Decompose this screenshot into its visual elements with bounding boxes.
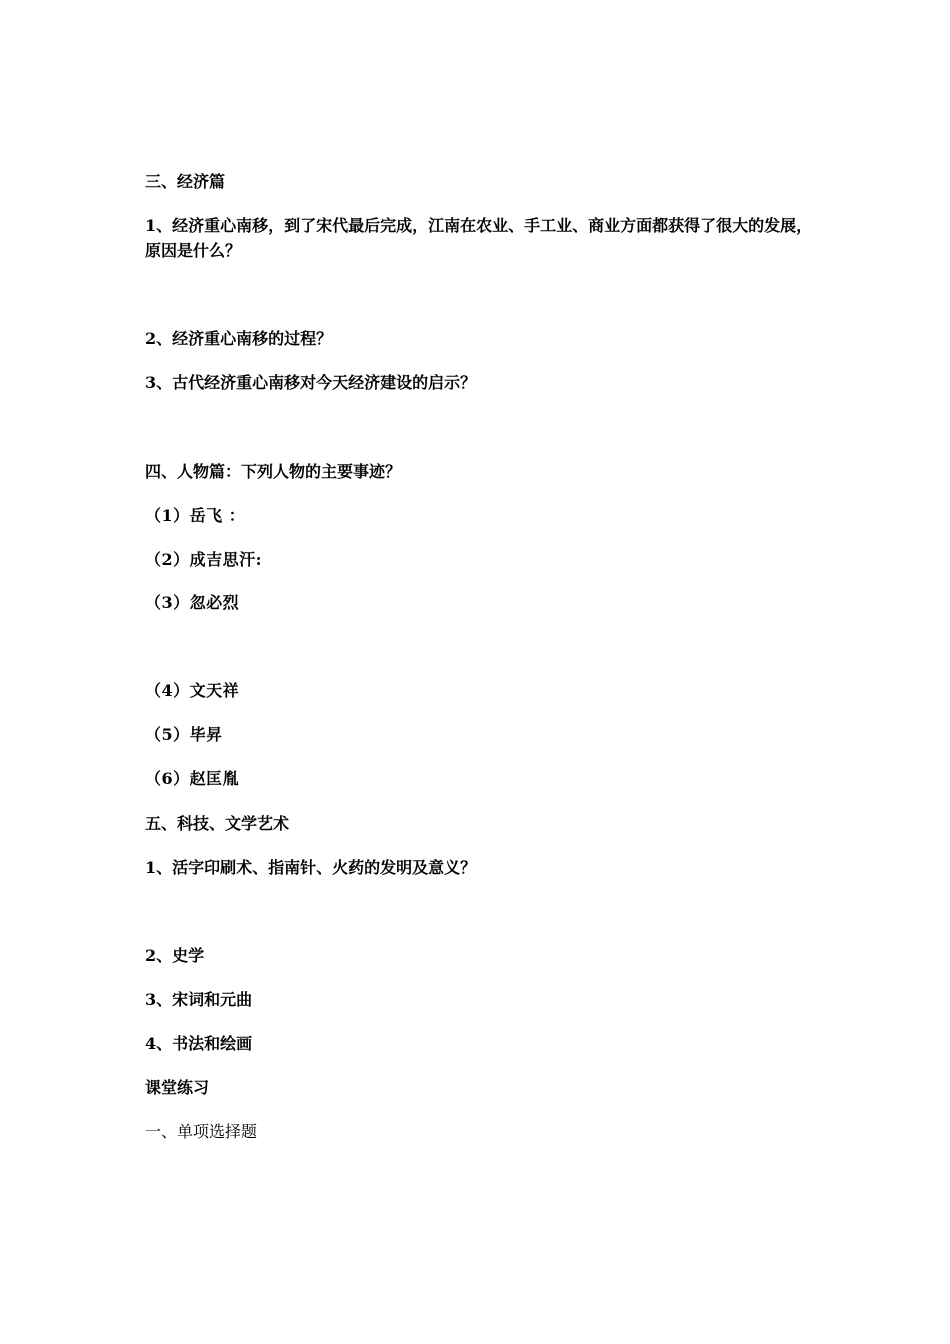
question-economy-1-cont: 原因是什么？ bbox=[145, 241, 242, 260]
multiple-choice-heading: 一、单项选择题 bbox=[145, 1122, 258, 1141]
person-item-3: （3）忽必烈 bbox=[145, 593, 240, 612]
question-economy-3: 3、古代经济重心南移对今天经济建设的启示？ bbox=[145, 373, 477, 392]
question-economy-1: 1、经济重心南移，到了宋代最后完成，江南在农业、手工业、商业方面都获得了很大的发展， bbox=[145, 216, 813, 235]
question-science-2: 2、史学 bbox=[145, 946, 205, 965]
person-item-6: （6）赵匡胤 bbox=[145, 769, 240, 788]
person-item-5: （5）毕昇 bbox=[145, 725, 223, 744]
question-science-3: 3、宋词和元曲 bbox=[145, 990, 253, 1009]
person-item-4: （4）文天祥 bbox=[145, 681, 240, 700]
person-item-2: （2）成吉思汗: bbox=[145, 550, 263, 569]
question-economy-2: 2、经济重心南移的过程？ bbox=[145, 329, 333, 348]
question-science-1: 1、活字印刷术、指南针、火药的发明及意义？ bbox=[145, 858, 477, 877]
practice-heading: 课堂练习 bbox=[145, 1078, 210, 1097]
person-item-1: （1）岳飞 ： bbox=[145, 506, 246, 525]
section-heading-economy: 三、经济篇 bbox=[145, 172, 226, 191]
question-science-4: 4、书法和绘画 bbox=[145, 1034, 253, 1053]
section-heading-people: 四、人物篇：下列人物的主要事迹？ bbox=[145, 462, 402, 481]
section-heading-science-arts: 五、科技、文学艺术 bbox=[145, 814, 290, 833]
